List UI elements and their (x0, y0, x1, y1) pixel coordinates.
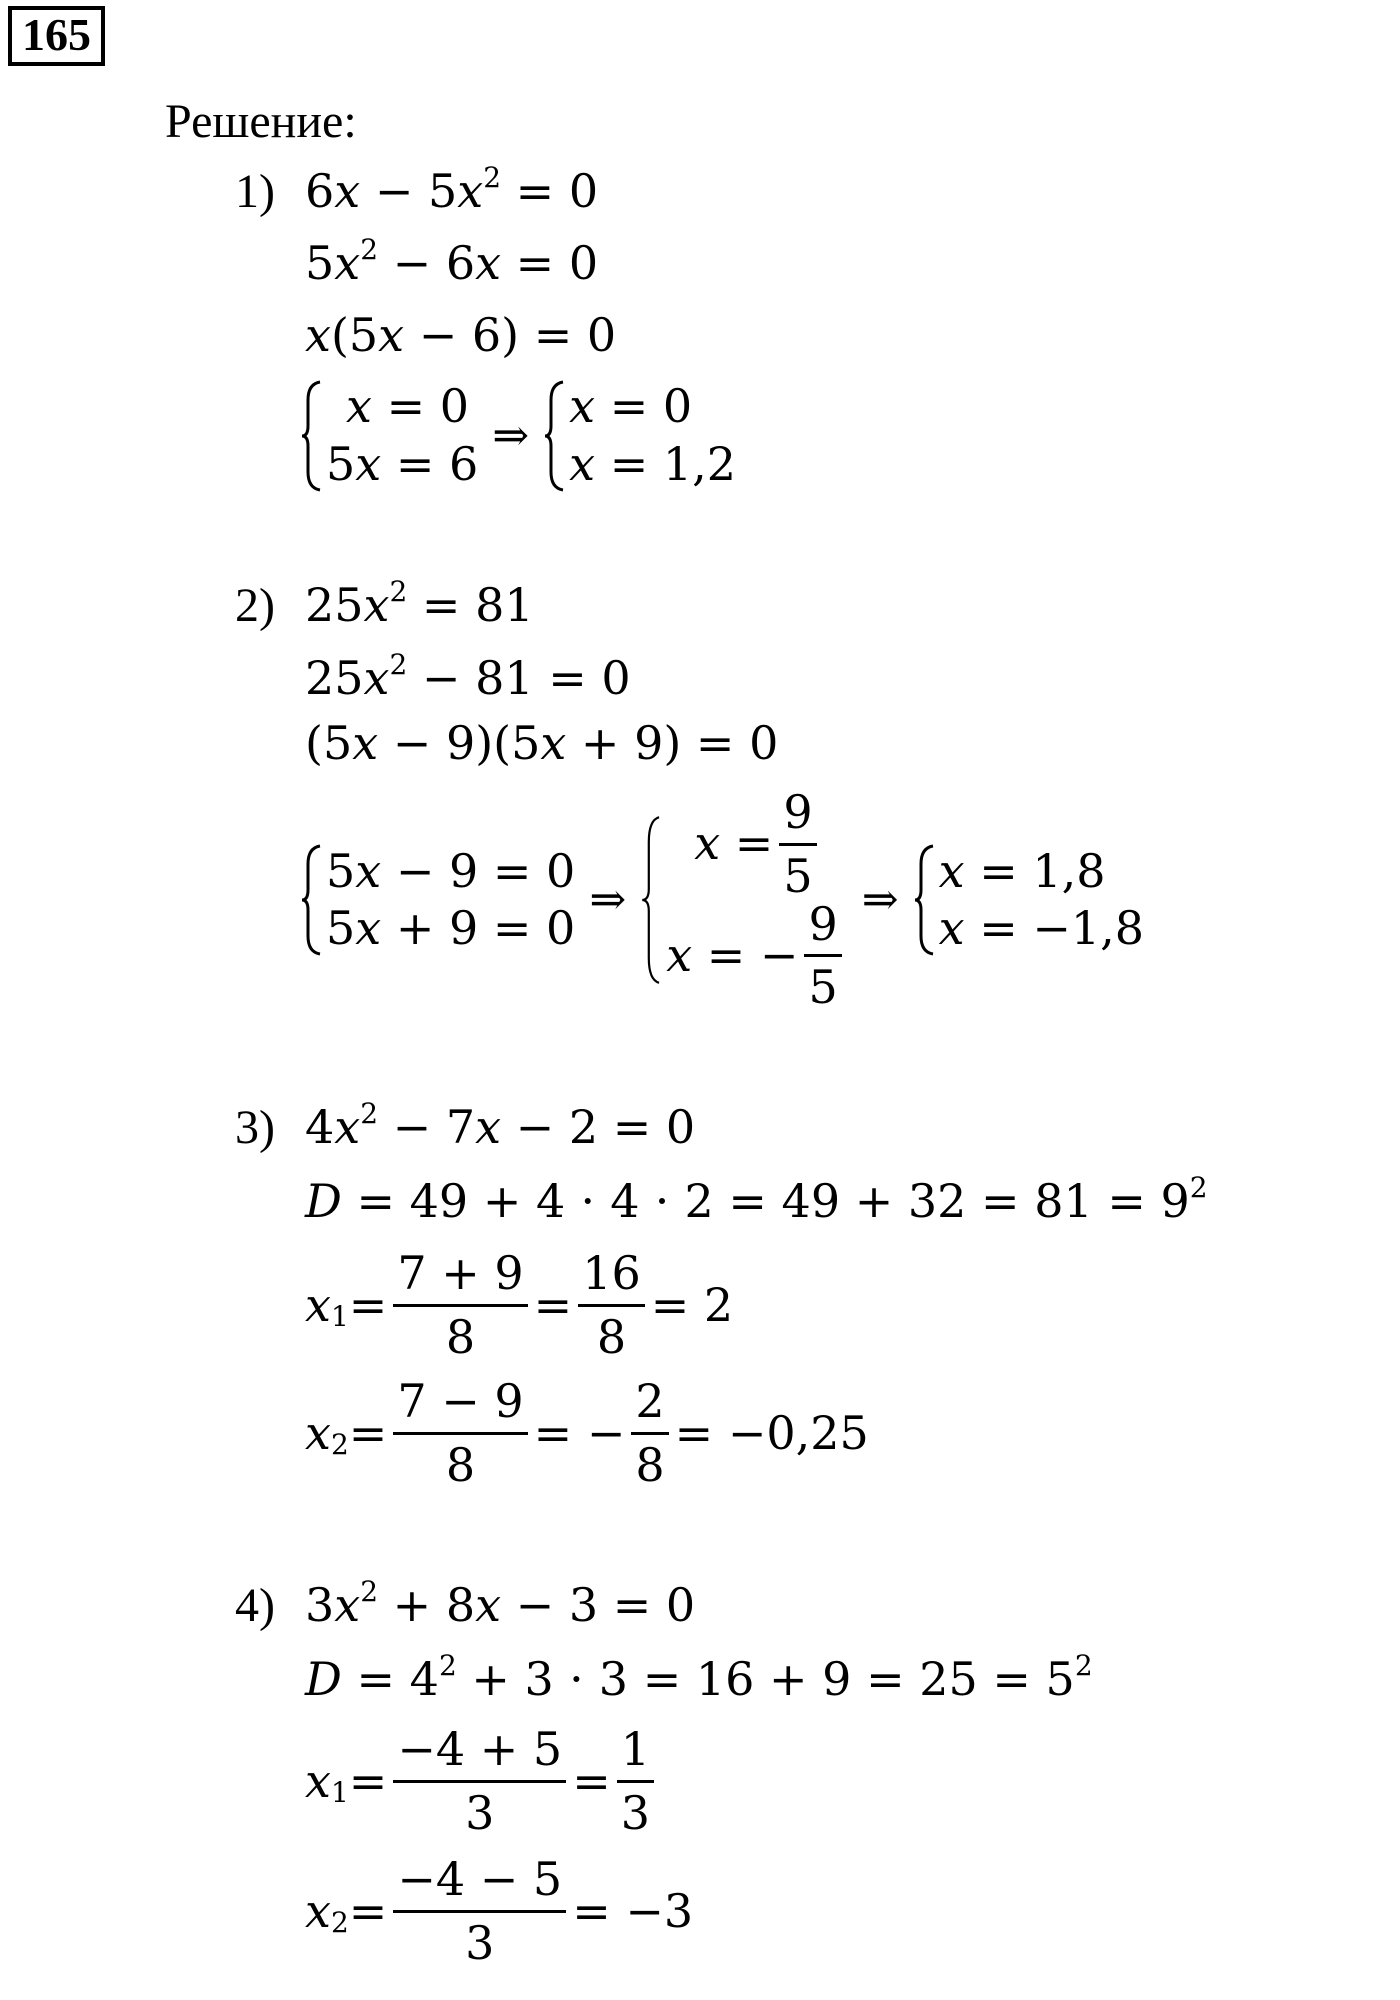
fraction: $\frac{9}{5}$ (779, 788, 816, 900)
p1-sys1-row: 𝑥 = 0 (346, 379, 469, 433)
fraction: $\frac{2}{8}$ (631, 1377, 668, 1489)
p4-x2-line: 𝑥 $_2$ = $\frac{-4 - 5}{3}$ = −3 (305, 1852, 694, 1970)
p4-line-1: 3𝑥$^2$ + 8𝑥 − 3 = 0 (305, 1575, 696, 1632)
p2-system-3 (913, 843, 1144, 958)
p2-system-2 (640, 785, 848, 1015)
p3-x2-line: 𝑥 $_2$ = $\frac{7 - 9}{8}$ = − $\frac{2}{8}$ = −0,25 (305, 1374, 869, 1492)
p3-line-2: 𝐷 = $49 + 4 \cdot 4 \cdot 2 = 49 + 32 = 81 = 9^2$ (305, 1171, 1208, 1228)
fraction: $\frac{16}{8}$ (578, 1249, 645, 1361)
left-brace-icon (543, 380, 565, 492)
left-brace-icon (640, 785, 662, 1015)
p2-systems (300, 775, 1144, 1025)
p2-sys3-row: 𝑥 = −1,8 (938, 901, 1145, 955)
left-brace-icon (300, 380, 322, 492)
fraction: $\frac{-4 - 5}{3}$ (393, 1855, 566, 1967)
p2-line-3: (5𝑥 − 9)(5𝑥 + 9) = 0 (305, 716, 779, 770)
fraction: $\frac{7 + 9}{8}$ (393, 1249, 527, 1361)
implies-icon: ⇒ (589, 874, 627, 925)
problem-number: 165 (8, 6, 105, 66)
p2-sys2-row: 𝑥 = − $\frac{9}{5}$ (666, 900, 848, 1012)
fraction: $\frac{7 - 9}{8}$ (393, 1377, 527, 1489)
left-brace-icon (300, 844, 322, 956)
p2-line-2: 25𝑥$^2$ − 81 = 0 (305, 648, 631, 705)
solution-heading: Решение: (165, 95, 357, 148)
p1-line-2: 5𝑥$^2$ − 6𝑥 = 0 (305, 233, 599, 290)
p4-line-2: 𝐷 = $4^2 + 3 \cdot 3 = 16 + 9 = 25 = 5^2$ (305, 1649, 1093, 1706)
p1-sys2-row: 𝑥 = 0 (569, 379, 693, 433)
p1-system-1 (300, 378, 478, 493)
p2-sys1-row: 5𝑥 − 9 = 0 (326, 843, 576, 898)
part-2-label: 2) (235, 579, 275, 632)
p3-line-1: 4𝑥$^2$ − 7𝑥 − 2 = 0 (305, 1097, 696, 1154)
fraction: $\frac{9}{5}$ (804, 900, 841, 1012)
p3-x1-line: 𝑥 $_1$ = $\frac{7 + 9}{8}$ = $\frac{16}{8}$ = 2 (305, 1246, 734, 1364)
p1-systems (300, 378, 736, 493)
p1-line-3: 𝑥(5𝑥 − 6) = 0 (305, 308, 617, 362)
p4-x1-line: 𝑥 $_1$ = $\frac{-4 + 5}{3}$ = $\frac{1}{3}$ (305, 1716, 660, 1846)
p1-system-2 (543, 378, 736, 493)
implies-icon: ⇒ (492, 409, 530, 461)
p1-line-1: 6𝑥 − 5𝑥$^2$ = 0 (305, 161, 599, 218)
fraction: $\frac{1}{3}$ (617, 1725, 654, 1837)
fraction: $\frac{-4 + 5}{3}$ (393, 1725, 566, 1837)
p2-sys3-row: 𝑥 = 1,8 (938, 843, 1106, 898)
p1-sys2-row: 𝑥 = 1,2 (569, 436, 737, 491)
p2-sys2-row: 𝑥 = $\frac{9}{5}$ (666, 788, 848, 900)
part-1-label: 1) (235, 165, 275, 218)
implies-icon: ⇒ (861, 874, 899, 925)
part-3-label: 3) (235, 1101, 275, 1154)
p2-system-1 (300, 843, 575, 958)
p1-sys1-row: 5𝑥 = 6 (326, 436, 479, 491)
p2-line-1: 25𝑥$^2$ = 81 (305, 575, 534, 632)
left-brace-icon (913, 844, 935, 956)
part-4-label: 4) (235, 1579, 275, 1632)
p2-sys1-row: 5𝑥 + 9 = 0 (326, 901, 576, 955)
